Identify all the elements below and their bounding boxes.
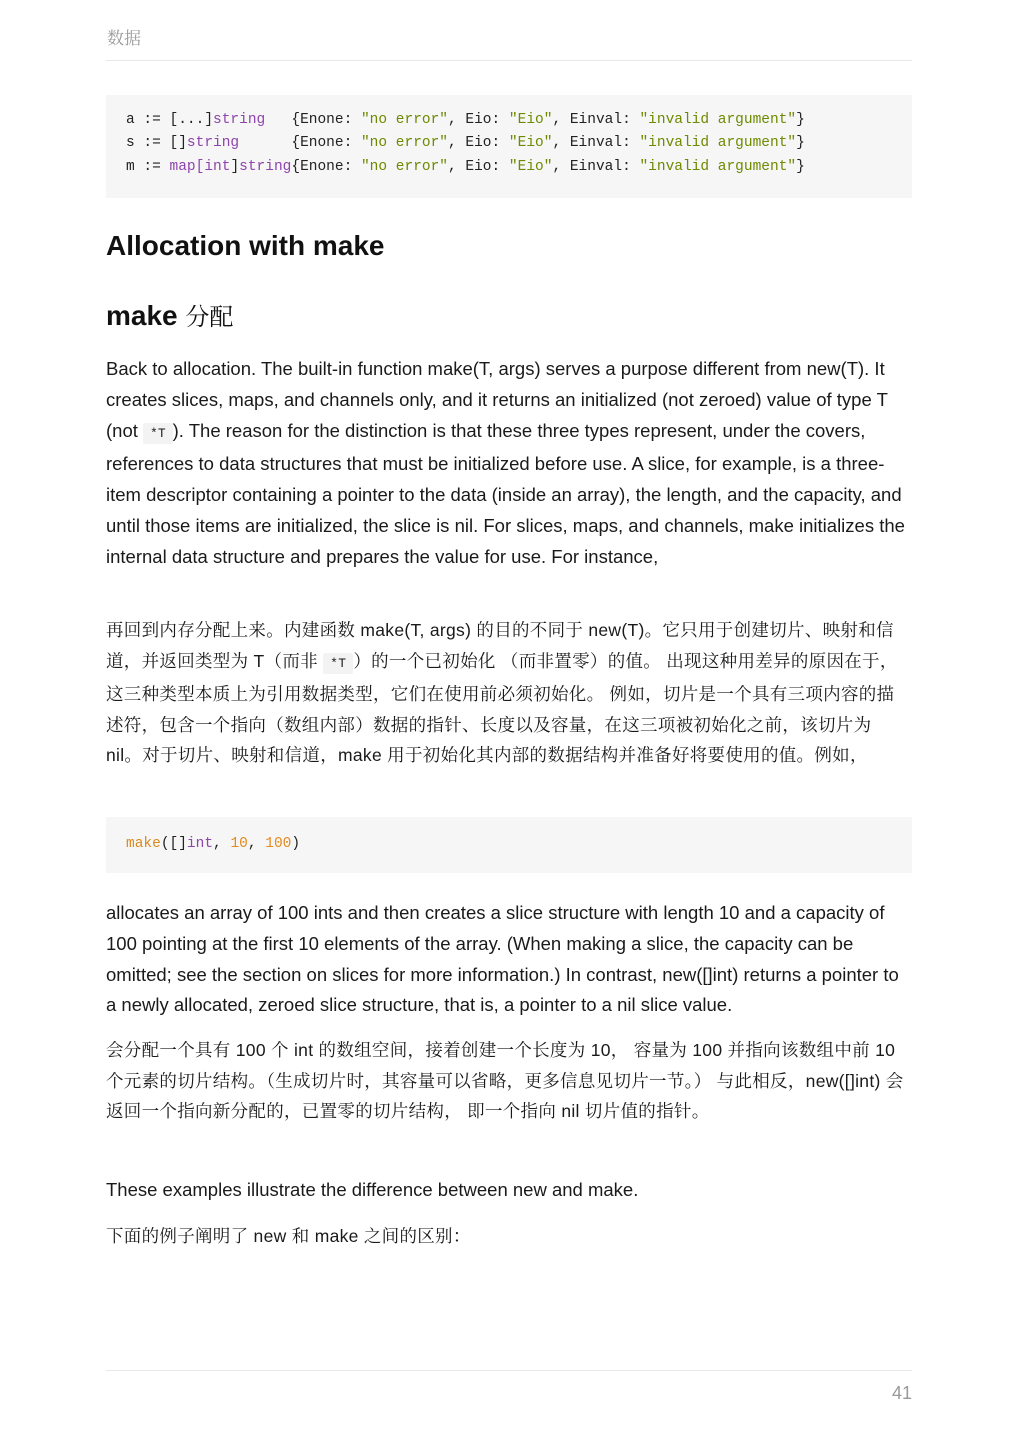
section-heading-en: Allocation with make [106,230,385,261]
inline-code: *T [323,653,353,674]
code-line: m := map[int]string{Enone: "no error", Eio: "Eio", Einval: "invalid argument"} [126,159,805,175]
paragraph-en-make-intro: Back to allocation. The built-in function make(T, args) serves a purpose different from new(T). It creates slices, maps, and channels only, and it returns an initialized (not zeroed) value of type T (not *T ). The reason for the distinction is that these three types represent, under the covers, references to data structures that must be initialized before use. A slice, for example, is a three-item descriptor containing a pointer to the data (inside an array), the length, and the capacity, and until those items are initialized, the slice is nil. For slices, maps, and channels, make initializes the internal data structure and prepares the value for use. For instance, [106,358,905,567]
code-block-make-example [106,817,912,873]
header-section-title: 数据 [107,29,141,48]
code-line: make([]int, 10, 100) [126,836,301,852]
code-line: s := []string {Enone: "no error", Eio: "Eio", Einval: "invalid argument"} [126,135,805,151]
paragraph-cn-examples: 下面的例子阐明了 new 和 make 之间的区别： [106,1226,471,1246]
paragraph-cn-make-intro: 再回到内存分配上来。内建函数 make(T, args) 的目的不同于 new(T)。它只用于创建切片、映射和信道，并返回类型为 T（而非 *T ）的一个已初始化 （而非置零）的值。 出现这种用差异的原因在于，这三种类型本质上为引用数据类型，它们在使用前必须初始化。 例如，切片是一个具有三项内容的描述符，包含一个指向（数组内部）数据的指针、长度以及容量，在这三项被初始化之前，该切片为 nil。对于切片、映射和信道，make 用于初始化其内部的数据结构并准备好将要使用的值。例如， [106,620,898,766]
page-number: 41 [891,1383,912,1403]
section-heading-cn: make 分配 [106,300,234,331]
running-header [106,22,912,61]
footer-divider [106,1370,912,1371]
code-block-composite-literals [106,95,912,198]
paragraph-cn-make-explain: 会分配一个具有 100 个 int 的数组空间，接着创建一个长度为 10， 容量为 100 并指向该数组中前 10 个元素的切片结构。（生成切片时，其容量可以省略，更多信息见切片一节。） 与此相反，new([]int) 会返回一个指向新分配的，已置零的切片结构， 即一个指向 nil 切片值的指针。 [106,1040,904,1122]
paragraph-en-examples: These examples illustrate the difference between new and make. [106,1179,639,1200]
code-line: a := [...]string {Enone: "no error", Eio: "Eio", Einval: "invalid argument"} [126,112,805,128]
inline-code: *T [143,423,173,444]
document-page [106,0,912,1440]
paragraph-en-make-explain: allocates an array of 100 ints and then creates a slice structure with length 10 and a capacity of 100 pointing at the first 10 elements of the array. (When making a slice, the capacity can be omitted; see the section on slices for more information.) In contrast, new([]int) returns a pointer to a newly allocated, zeroed slice structure, that is, a pointer to a nil slice value. [106,902,899,1016]
